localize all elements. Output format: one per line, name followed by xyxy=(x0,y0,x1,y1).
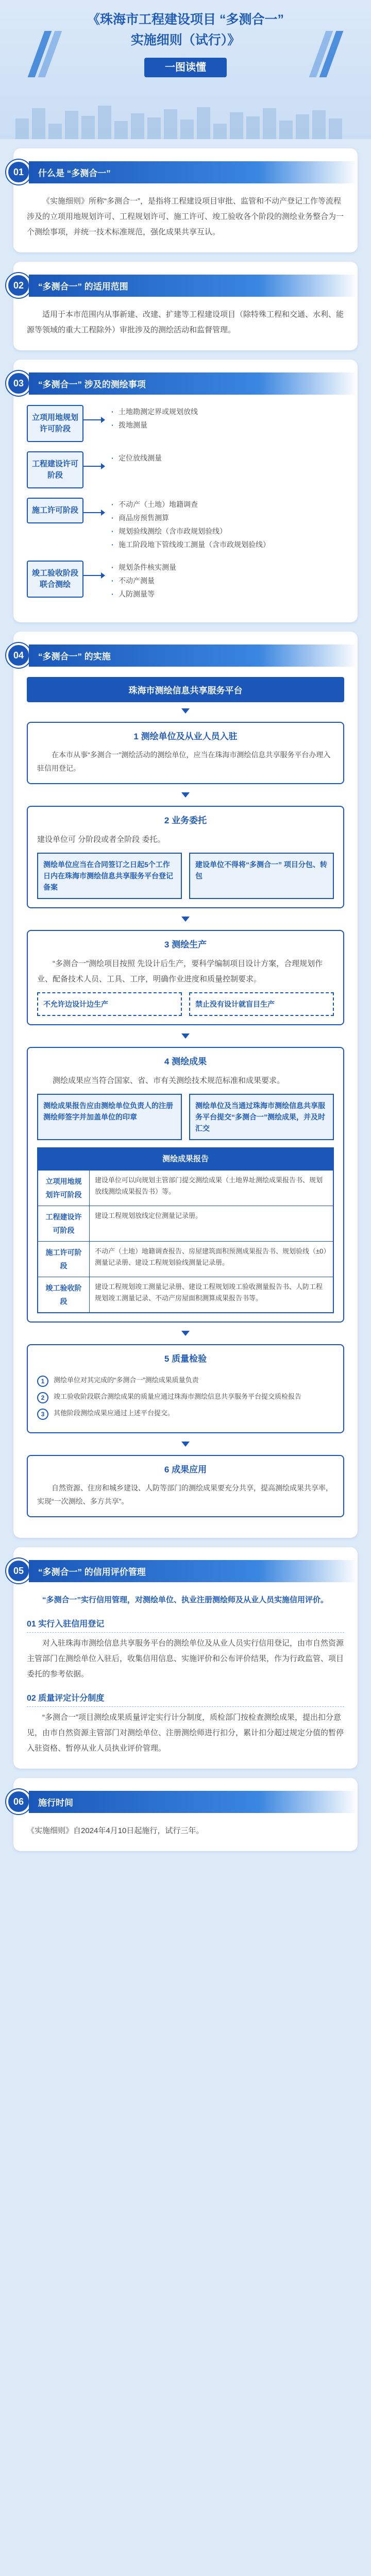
step-box: 测绘单位应当在合同签订之日起5个工作日内在珠海市测绘信息共享服务平台登记备案 xyxy=(37,853,182,899)
step-title: 6 成果应用 xyxy=(164,1465,207,1475)
stage-item: · 规划验线测绘（含市政规划验线） xyxy=(111,524,344,538)
qc-number-icon: 3 xyxy=(37,1409,48,1420)
step-box: 建设单位不得将“多测合一” 项目分包、转包 xyxy=(189,853,334,899)
step-text: 测绘成果应当符合国家、省、市有关测绘技术规范标准和成果要求。 xyxy=(53,1076,285,1085)
section-header xyxy=(6,160,358,184)
step-boxes xyxy=(37,1094,334,1140)
arrow-down-icon xyxy=(181,1033,190,1039)
table-stage-cell: 工程建设许可阶段 xyxy=(38,1206,90,1241)
qc-item xyxy=(37,1391,334,1403)
step-card xyxy=(27,722,344,784)
section-what-is xyxy=(13,148,358,252)
section-header xyxy=(6,643,358,668)
stage-item: · 商品房预售测算 xyxy=(111,511,344,524)
section-number: 05 xyxy=(6,1558,31,1583)
title-line-2: 实施细则（试行）》 xyxy=(130,33,241,47)
city-skyline-graphic xyxy=(0,103,371,139)
step-card xyxy=(27,1344,344,1433)
stage-items xyxy=(104,498,344,551)
stage-item: · 施工阶段地下管线竣工测量（含市政规划验线） xyxy=(111,538,344,551)
step-box: 测绘成果报告应由测绘单位负责人的注册测绘师签字并加盖单位的印章 xyxy=(37,1094,182,1140)
section-title: “多测合一” 涉及的测绘事项 xyxy=(29,372,358,395)
subsection-text: “多测合一”项目测绘成果质量评定实行计分制度，质检部门按检查测绘成果，提出扣分意见，由市自然资源主管部门对测绘单位、注册测绘师进行扣分，累计扣分超过规定分值的暂停入驻资格、暂停从业人员执业评价管理。 xyxy=(27,1713,344,1753)
step-text: 自然资源、住房和城乡建设、人防等部门的测绘成果要充分共享，提高测绘成果共享率，实现“一次测绘、多方共享”。 xyxy=(37,1484,333,1505)
arrow-down-icon xyxy=(181,1331,190,1336)
table-row xyxy=(38,1277,333,1312)
step-box: 不允许边设计边生产 xyxy=(37,992,182,1016)
step-body xyxy=(28,1070,343,1321)
stage-item: · 定位放线测量 xyxy=(111,451,344,465)
arrow-down-icon xyxy=(181,792,190,798)
step-card xyxy=(27,1047,344,1323)
section-title: “多测合一” 的适用范围 xyxy=(29,275,358,297)
step-body xyxy=(28,953,343,1024)
qc-number-icon: 2 xyxy=(37,1392,48,1403)
qc-text: 竣工验收阶段联合测绘成果的质量应通过珠海市测绘信息共享服务平台提交质检报告 xyxy=(54,1393,302,1400)
step-card xyxy=(27,1455,344,1517)
stage-item: · 土地勘测定界或规划放线 xyxy=(111,405,344,418)
stage-item: · 不动产测量 xyxy=(111,574,344,587)
arrow-right-icon xyxy=(83,575,104,576)
section-title: “多测合一” 的信用评价管理 xyxy=(29,1560,358,1582)
section-title: 什么是 “多测合一” xyxy=(29,161,358,183)
table-row xyxy=(38,1241,333,1277)
section-title: 施行时间 xyxy=(29,1791,358,1813)
arrow-right-icon xyxy=(83,419,104,420)
table-stage-cell: 施工许可阶段 xyxy=(38,1242,90,1277)
section-header xyxy=(6,371,358,396)
table-row xyxy=(38,1170,333,1206)
step-title: 2 业务委托 xyxy=(164,816,207,825)
table-header: 测绘成果报告 xyxy=(38,1148,333,1170)
qc-item xyxy=(37,1375,334,1387)
stage-item: · 规划条件核实测量 xyxy=(111,561,344,574)
stage-row xyxy=(27,498,344,551)
step-box: 禁止没有设计就盲目生产 xyxy=(189,992,334,1016)
section-credit-management xyxy=(13,1547,358,1769)
table-content-cell: 建设单位可以向规划主管部门提交测绘成果（土地界址测绘成果报告书、规划放线测绘成果报告书）等。 xyxy=(95,1176,323,1195)
stage-label: 施工许可阶段 xyxy=(27,498,83,523)
hero-banner xyxy=(0,0,371,139)
stage-item: · 拨地测量 xyxy=(111,418,344,432)
subsection-text: 对入驻珠海市测绘信息共享服务平台的测绘单位及从业人员实行信用登记，由市自然资源主管部门在测绘单位入驻后，收集信用信息、实施评价和公布评价结果，作为行政监管、项目委托的参考依据。 xyxy=(27,1639,344,1679)
table-row xyxy=(38,1206,333,1241)
stage-label: 立项用地规划许可阶段 xyxy=(27,405,83,442)
step-card xyxy=(27,806,344,908)
section-number: 01 xyxy=(6,160,31,184)
step-card xyxy=(27,930,344,1025)
step-text: 建设单位可 分阶段或者全阶段 委托。 xyxy=(37,835,165,844)
step-body xyxy=(28,829,343,907)
stage-row xyxy=(27,561,344,601)
section-header xyxy=(6,1789,358,1814)
stage-row xyxy=(27,451,344,488)
table-content-cell: 不动产（土地）地籍调查报告、房屋建筑面积预测成果报告书、规划验线（±0）测量记录册、建设工程规划验线测量记录册。 xyxy=(95,1247,327,1266)
step-title: 4 测绘成果 xyxy=(164,1057,207,1066)
step-title: 3 测绘生产 xyxy=(164,940,207,950)
step-text: “多测合一”测绘项目按照 先设计后生产，要科学编制项目设计方案，合理规划作业、配备技术人员、工具、工序，明确作业进度和质量控制要求。 xyxy=(37,959,323,984)
section-effective-date xyxy=(13,1778,358,1851)
arrow-down-icon xyxy=(181,708,190,714)
step-boxes xyxy=(37,853,334,899)
qc-text: 测绘单位对其完成的“多测合一”测绘成果质量负责 xyxy=(54,1376,199,1384)
subsection-title: 02 质量评定计分制度 xyxy=(27,1691,344,1707)
section-text: 《实施细则》自2024年4月10日起施行，试行三年。 xyxy=(27,1826,204,1835)
stage-items xyxy=(104,405,344,432)
section-header xyxy=(6,1558,358,1583)
section-survey-items xyxy=(13,360,358,622)
table-content-cell: 建设工程规划放线定位测量记录册。 xyxy=(95,1212,203,1219)
step-boxes xyxy=(37,992,334,1016)
arrow-down-icon xyxy=(181,917,190,922)
qc-item xyxy=(37,1408,334,1420)
platform-banner: 珠海市测绘信息共享服务平台 xyxy=(27,677,344,702)
step-box: 测绘单位及当通过珠海市测绘信息共享服务平台提交“多测合一”测绘成果，并及时汇交 xyxy=(189,1094,334,1140)
arrow-right-icon xyxy=(83,466,104,467)
section-number: 06 xyxy=(6,1789,31,1814)
section-text: 《实施细则》所称“多测合一”，是指将工程建设项目审批、监管和不动产登记工作等流程涉及的立项用地规划许可、工程规划许可、施工许可、竣工验收各个阶段的测绘业务整合为一个测绘事项，并统一技术标准规范，强化成果共享互认。 xyxy=(27,197,344,236)
subsection-title: 01 实行入驻信用登记 xyxy=(27,1617,344,1633)
section-number: 04 xyxy=(6,643,31,668)
stage-label: 竣工验收阶段联合测绘 xyxy=(27,561,83,598)
section-text: 适用于本市范围内从事新建、改建、扩建等工程建设项目（除特殊工程和交通、水利、能源等领域的重大工程除外）审批涉及的测绘活动和监督管理。 xyxy=(27,310,344,334)
stage-label: 工程建设许可阶段 xyxy=(27,451,83,488)
title-line-1: 《珠海市工程建设项目 “多测合一” xyxy=(87,12,284,27)
stage-row xyxy=(27,405,344,442)
table-stage-cell: 竣工验收阶段 xyxy=(38,1277,90,1312)
table-content-cell: 建设工程规划竣工测量记录册、建设工程规划竣工验收测量报告书、人防工程规划竣工测量记录、不动产房屋面积测算成果报告书等。 xyxy=(95,1283,323,1302)
step-title: 1 测绘单位及从业人员入驻 xyxy=(133,732,238,741)
step-title: 5 质量检验 xyxy=(164,1354,207,1364)
section-text: “多测合一”实行信用管理，对测绘单位、执业注册测绘师及从业人员实施信用评价。 xyxy=(42,1596,329,1604)
stage-item: · 不动产（土地）地籍调查 xyxy=(111,498,344,511)
stage-items xyxy=(104,451,344,465)
section-number: 03 xyxy=(6,371,31,396)
section-implementation xyxy=(13,632,358,1538)
stage-item: · 人防测量等 xyxy=(111,587,344,601)
step-body xyxy=(28,1367,343,1432)
section-scope xyxy=(13,262,358,350)
stage-items xyxy=(104,561,344,601)
qc-number-icon: 1 xyxy=(37,1376,48,1387)
qc-text: 其他阶段测绘成果应通过上述平台提交。 xyxy=(54,1409,175,1417)
arrow-down-icon xyxy=(181,1442,190,1447)
step-text: 在本市从事“多测合一”测绘活动的测绘单位，应当在珠海市测绘信息共享服务平台办理入驻信用登记。 xyxy=(37,751,331,772)
section-title: “多测合一” 的实施 xyxy=(29,645,358,667)
one-chart-badge: 一图读懂 xyxy=(144,58,227,77)
arrow-right-icon xyxy=(83,512,104,513)
section-number: 02 xyxy=(6,273,31,298)
page-title xyxy=(0,0,371,50)
table-stage-cell: 立项用地规划许可阶段 xyxy=(38,1171,90,1206)
results-table xyxy=(37,1147,334,1313)
section-header xyxy=(6,273,358,298)
